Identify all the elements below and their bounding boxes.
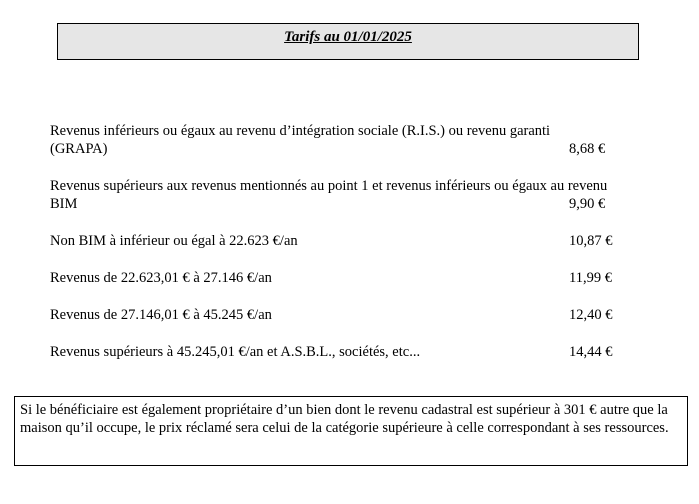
- rate-price: 9,90 €: [569, 196, 606, 212]
- rate-label: Revenus de 27.146,01 € à 45.245 €/an: [50, 307, 272, 323]
- page-title: Tarifs au 01/01/2025: [284, 29, 412, 45]
- title-box: [57, 23, 639, 60]
- rate-label: Revenus supérieurs aux revenus mentionnés au point 1 et revenus inférieurs ou égaux au revenu BIM: [50, 178, 608, 212]
- rate-label: Revenus de 22.623,01 € à 27.146 €/an: [50, 270, 272, 286]
- rate-label: Revenus inférieurs ou égaux au revenu d’intégration sociale (R.I.S.) ou revenu garanti (GRAPA): [50, 123, 551, 157]
- note-box: [14, 396, 688, 466]
- rate-price: 10,87 €: [569, 233, 613, 249]
- rate-price: 11,99 €: [569, 270, 612, 286]
- rate-price: 8,68 €: [569, 141, 606, 157]
- rate-price: 14,44 €: [569, 344, 613, 360]
- note-text: Si le bénéficiaire est également propriétaire d’un bien dont le revenu cadastral est supérieur à 301 € autre que la maison qu’il occupe, le prix réclamé sera celui de la catégorie supérieure à celle correspondant à ses ressources.: [20, 402, 669, 436]
- rate-price: 12,40 €: [569, 307, 613, 323]
- rate-label: Non BIM à inférieur ou égal à 22.623 €/an: [50, 233, 298, 249]
- rate-label: Revenus supérieurs à 45.245,01 €/an et A.S.B.L., sociétés, etc...: [50, 344, 421, 360]
